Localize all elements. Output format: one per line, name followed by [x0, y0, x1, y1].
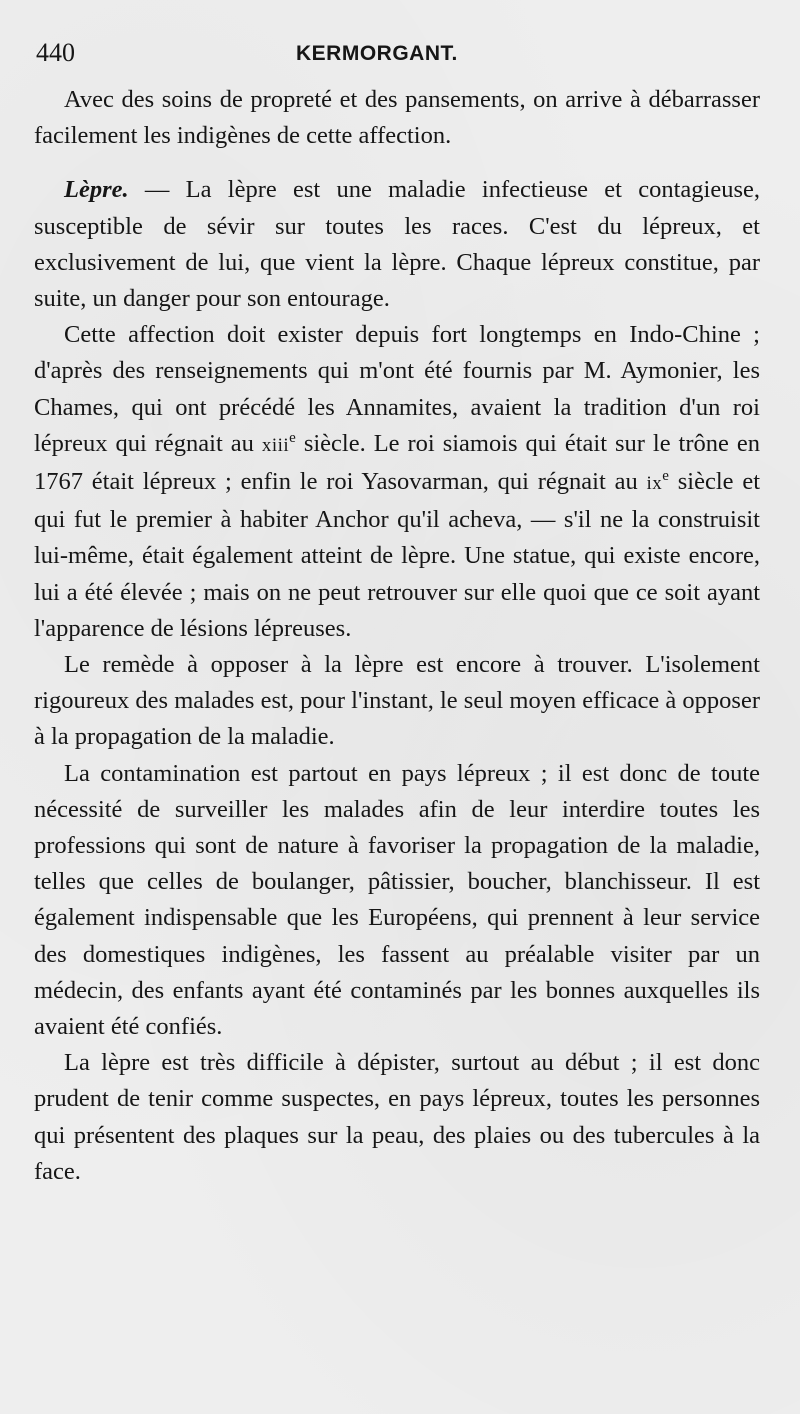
page-number: 440: [36, 38, 75, 67]
paragraph-detection: La lèpre est très difficile à dépister, surtout au début ; il est donc prudent de tenir comme suspectes, en pays lépreux, toutes les personnes qui présentent des plaques sur la peau, des plaies ou des tubercules à la face.: [34, 1049, 760, 1185]
paragraph-lepre: [34, 172, 760, 317]
page-header: [36, 38, 760, 78]
body-text: [34, 82, 760, 1190]
century-numeral: xiii: [261, 434, 290, 456]
paragraph-contamination: La contamination est partout en pays lépreux ; il est donc de toute nécessité de surveiller les malades afin de leur interdire toutes les professions qui sont de nature à favoriser la propagation de la maladie, telles que celles de boulanger, pâtissier, boucher, blanchisseur. Il est également indispensable que les Européens, qui prennent à leur service des domestiques indigènes, les fassent au préalable visiter par un médecin, des enfants ayant été contaminés par les bonnes auxquelles ils avaient été confiés.: [34, 759, 760, 1041]
paragraph-history-c: siècle et qui fut le premier à habiter Anchor qu'il acheva, — s'il ne la construisit lui-même, était également atteint de lèpre. Une statue, qui existe encore, lui a été élevée ; mais on ne peut retrouver sur elle quoi que ce soit ayant l'apparence de lésions lépreuses.: [34, 468, 761, 642]
century-numeral: ix: [646, 473, 663, 495]
paragraph-remedy: Le remède à opposer à la lèpre est encore à trouver. L'isolement rigoureux des malades est, pour l'instant, le seul moyen efficace à opposer à la propagation de la maladie.: [34, 651, 760, 751]
paragraph-history: [34, 317, 760, 647]
century-superscript: e: [289, 429, 296, 446]
century-superscript: e: [662, 467, 669, 484]
paragraph-lepre-text: — La lèpre est une maladie infectieuse et contagieuse, susceptible de sévir sur toutes les races. C'est du lépreux, et exclusivement de lui, que vient la lèpre. Chaque lépreux constitue, par suite, un danger pour son entourage.: [34, 176, 760, 313]
paragraph-intro: Avec des soins de propreté et des pansements, on arrive à débarrasser facilement les indigènes de cette affection.: [34, 86, 760, 150]
running-head: KERMORGANT.: [296, 42, 458, 65]
paragraph-history-b: siècle. Le roi siamois qui était sur le trône en 1767 était lépreux ; enfin le roi Yasovarman, qui régnait au: [34, 429, 760, 496]
paragraph-history-a: Cette affection doit exister depuis fort longtemps en Indo-Chine ; d'après des renseignements qui m'ont été fournis par M. Aymonier, les Chames, qui ont précédé les Annamites, avaient la tradition d'un roi lépreux qui régnait au: [34, 321, 760, 457]
section-term: Lèpre.: [64, 176, 129, 204]
